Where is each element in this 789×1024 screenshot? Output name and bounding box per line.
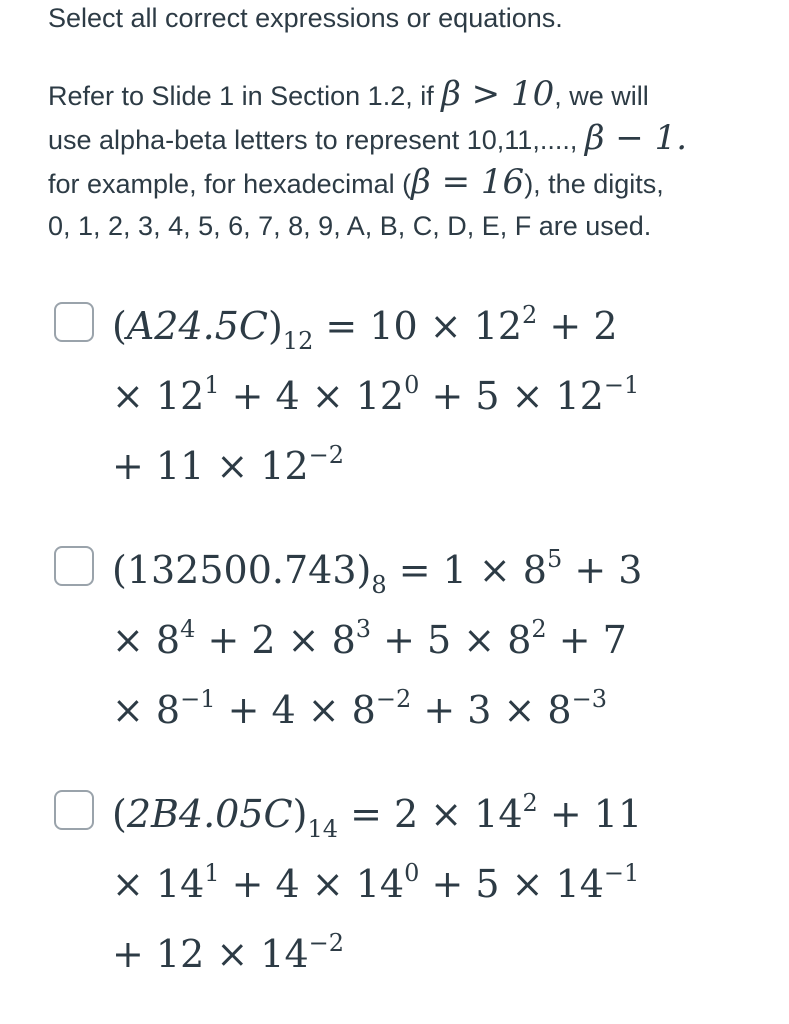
answer-expression-3: $(2B4.05C)_{14} = 2 \times 14^2 + 11$ × $14^1 + 4 \times 14^0 + 5 \times 14^{-1}$ + $12 \times 14^{-2}$ [112, 789, 643, 976]
answer-checkbox-3[interactable] [54, 790, 94, 830]
answer-checkbox-2[interactable] [54, 546, 94, 586]
beta-minus-1-math: β − 1. [584, 118, 688, 158]
answer-expression-1: $(A24.5C)_{12} = 10 \times 12^2 + 2$ × $12^1 + 4 \times 12^0 + 5 \times 12^{-1}$ + $11 \times 12^{-2}$ [112, 301, 640, 488]
question-title: Select all correct expressions or equations. [48, 3, 563, 33]
answer-expression-2: $(132500.743)_8 = 1 \times 8^5 + 3$ × $8^4 + 2 \times 8^3 + 5 \times 8^2 + 7$ × $8^{-1} + 4 \times 8^{-2} + 3 \times 8^{-3}$ [112, 545, 643, 732]
question-line-2: use alpha-beta letters to represent 10,11,...., β − 1. [48, 118, 688, 158]
question-line-3: for example, for hexadecimal (β = 16), the digits, [48, 162, 664, 202]
beta-gt-10-math: β > 10 [441, 74, 555, 114]
answer-checkbox-1[interactable] [54, 302, 94, 342]
question-body [48, 72, 783, 244]
question-line-4: 0, 1, 2, 3, 4, 5, 6, 7, 8, 9, A, B, C, D, E, F are used. [48, 211, 652, 241]
question-line-1: Refer to Slide 1 in Section 1.2, if β > 10, we will [48, 74, 649, 114]
beta-eq-16-math: β = 16 [411, 162, 525, 202]
